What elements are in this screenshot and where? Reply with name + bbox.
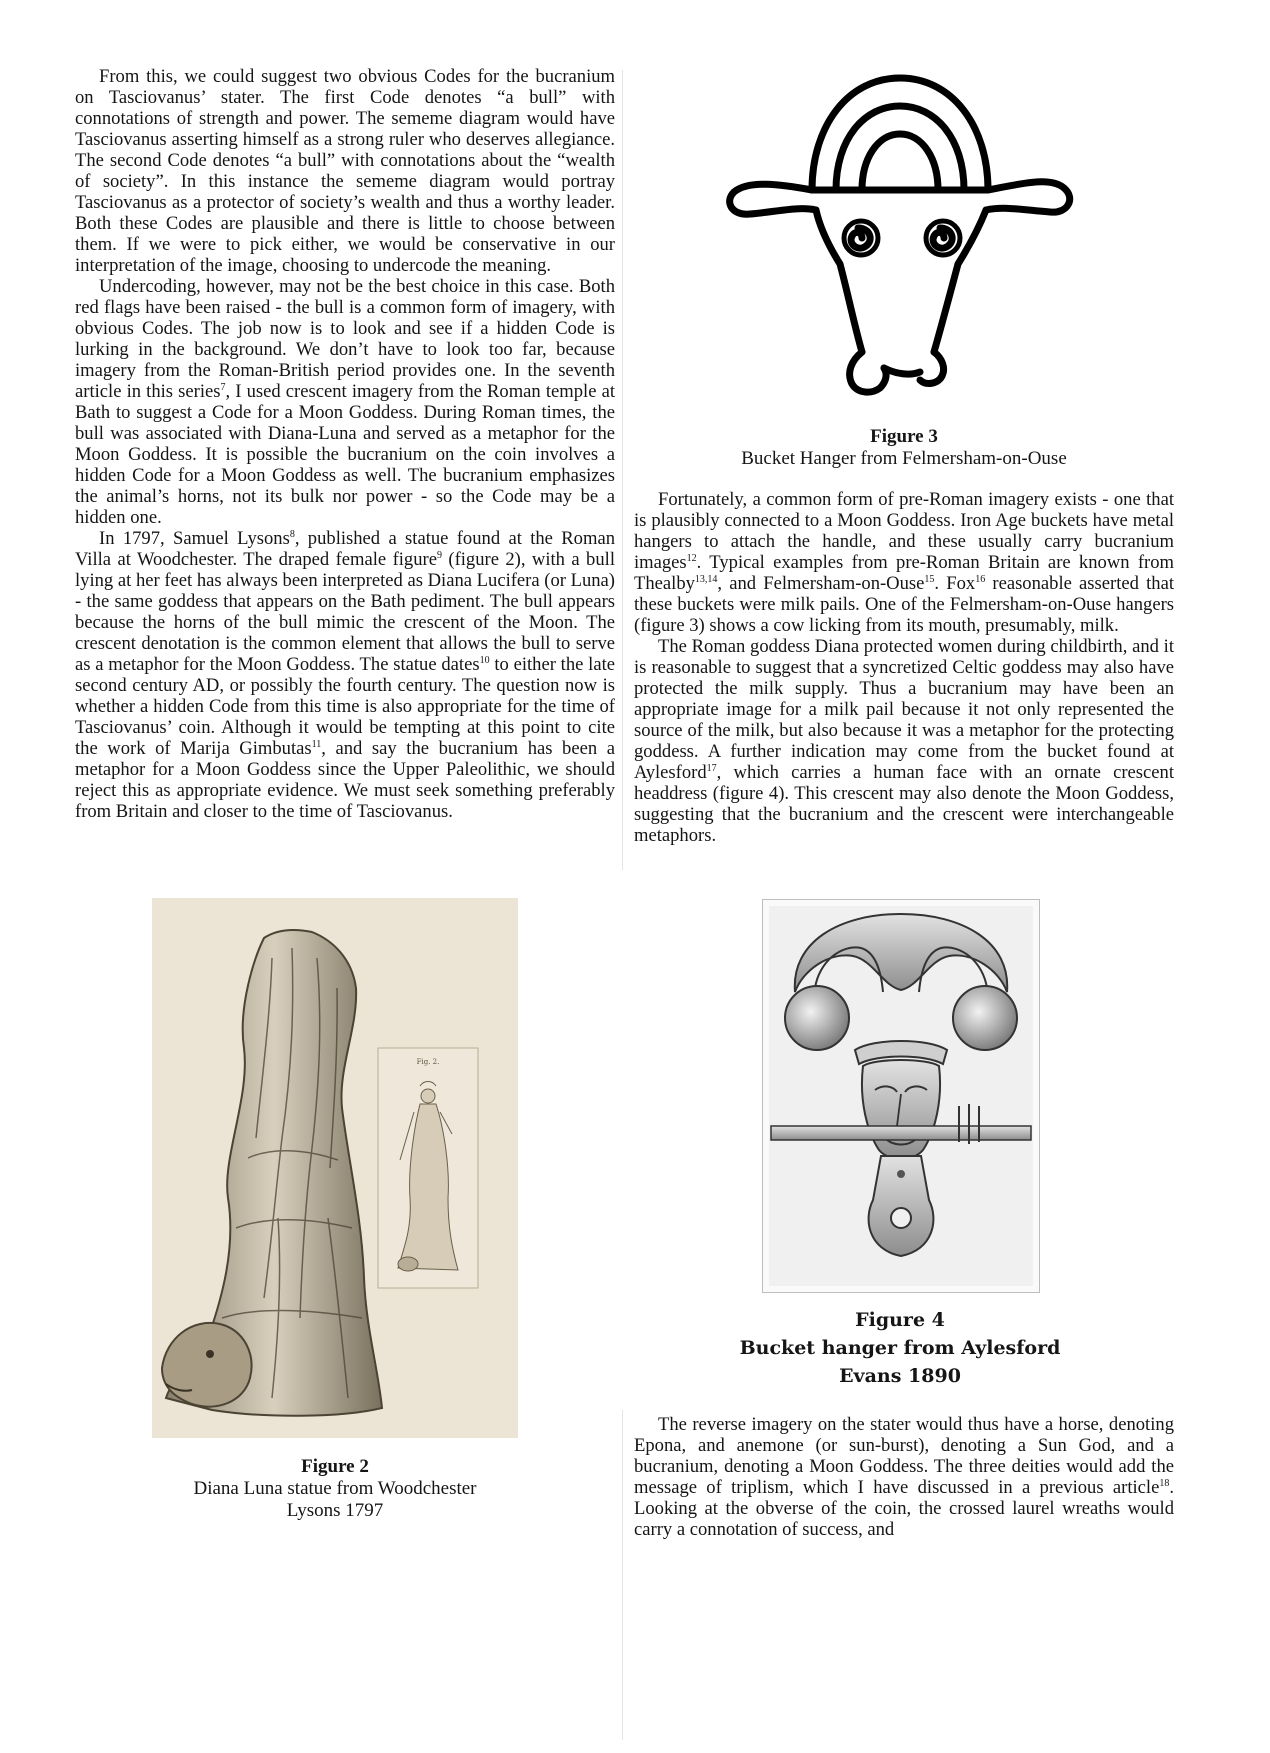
bucket-hanger-illustration bbox=[763, 900, 1039, 1292]
footnote-ref: 11 bbox=[311, 738, 322, 750]
footnote-ref: 15 bbox=[924, 573, 935, 585]
paragraph-text: Fortunately, a common form of pre-Roman imagery exists - one that is plausibly connected to a Moon Goddess. Iron Age buckets have metal hangers to attach the handle, and these usually carry bucranium images bbox=[634, 489, 1174, 573]
bucket-hanger-engraving bbox=[762, 899, 1040, 1293]
bucranium-drawing bbox=[720, 68, 1080, 403]
figure2-caption bbox=[130, 1456, 540, 1522]
paragraph-text: , published a statue found at the Roman Villa at Woodchester. The draped female figure bbox=[75, 528, 615, 570]
right-column-bottom bbox=[634, 1414, 1174, 1540]
footnote-ref: 7 bbox=[220, 381, 226, 393]
figure3-caption bbox=[654, 426, 1154, 470]
left-column bbox=[75, 66, 615, 822]
paragraph-text: , and say the bucranium has been a metaphor for a Moon Goddess since the Upper Paleolithic, we should reject this as appropriate evidence. We must seek something preferably from Britain and closer to the time of Tasciovanus. bbox=[75, 738, 615, 822]
paragraph bbox=[75, 528, 615, 822]
plate-label: Fig. 2. bbox=[416, 1058, 440, 1066]
paragraph-text: (figure 2), with a bull lying at her feet has always been interpreted as Diana Lucifera (or Luna) - the same goddess that appears on the Bath pediment. The bull appears because the horns of the bull mimic the crescent of the Moon. The crescent denotation is the common element that allows the bull to serve as a metaphor for the Moon Goddess. The statue dates bbox=[75, 549, 615, 675]
paragraph-text: The Roman goddess Diana protected women during childbirth, and it is reasonable to suggest that a syncretized Celtic goddess may also have protected the milk supply. Thus a bucranium may have been an appropriate image for a milk pail because it not only represented the source of the milk, but also because it was a metaphor for the protecting goddess. A further indication may come from the bucket found at Aylesford bbox=[634, 636, 1174, 783]
footnote-ref: 10 bbox=[479, 654, 490, 666]
paragraph-text: , I used crescent imagery from the Roman temple at Bath to suggest a Code for a Moon Goddess. During Roman times, the bull was associated with Diana-Luna and served as a metaphor for the Moon Goddess. It is possible the bucranium on the coin involves a hidden Code for a Moon Goddess as well. The bucranium emphasizes the animal’s horns, not its bulk nor power - so the Code may be a hidden one. bbox=[75, 381, 615, 528]
paragraph-text: . Looking at the obverse of the coin, the crossed laurel wreaths would carry a connotation of success, and bbox=[634, 1477, 1174, 1540]
footnote-ref: 8 bbox=[289, 528, 295, 540]
footnote-ref: 12 bbox=[686, 552, 697, 564]
paragraph-text: From this, we could suggest two obvious Codes for the bucranium on Tasciovanus’ stater. The first Code denotes “a bull” with connotations of strength and power. The sememe diagram would have Tasciovanus asserting himself as a strong ruler who deserves allegiance. The second Code denotes “a bull” with connotations about the “wealth of society”. In this instance the sememe diagram would portray Tasciovanus as a protector of society’s wealth and thus a worthy leader. Both these Codes are plausible and there is little to choose between them. If we were to pick either, we would be conservative in our interpretation of the image, choosing to undercode the meaning. bbox=[75, 66, 615, 276]
paragraph-text: . Typical examples from pre-Roman Britain are known from Thealby bbox=[634, 552, 1174, 594]
figure-source: Lysons 1797 bbox=[286, 1500, 384, 1521]
figure-title: Diana Luna statue from Woodchester bbox=[193, 1478, 477, 1499]
paragraph-text: reasonable asserted that these buckets were milk pails. One of the Felmersham-on-Ouse hangers (figure 3) shows a cow licking from its mouth, presumably, milk. bbox=[634, 573, 1175, 636]
statue-illustration bbox=[152, 898, 518, 1438]
footnote-ref: 13,14 bbox=[694, 573, 718, 585]
footnote-ref: 9 bbox=[436, 549, 442, 561]
statue-engraving bbox=[152, 898, 518, 1438]
column-divider bbox=[622, 70, 623, 870]
footnote-ref: 18 bbox=[1159, 1477, 1170, 1489]
paragraph-text: The reverse imagery on the stater would thus have a horse, denoting Epona, and anemone (or sun-burst), denoting a Sun God, and a bucranium, denoting a Moon Goddess. The three deities would add the message of triplism, which I have discussed in a previous article bbox=[634, 1414, 1174, 1498]
paragraph-text: to either the late second century AD, or possibly the fourth century. The question now is whether a hidden Code from this time is also appropriate for the time of Tasciovanus’ coin. Although it would be tempting at this point to cite the work of Marija Gimbutas bbox=[75, 654, 616, 759]
paragraph-text: Undercoding, however, may not be the best choice in this case. Both red flags have been raised - the bull is a common form of imagery, with obvious Codes. The job now is to look and see if a hidden Code is lurking in the background. We don’t have to look too far, because imagery from the Roman-British period provides one. In the seventh article in this series bbox=[75, 276, 615, 402]
paragraph-text: In 1797, Samuel Lysons bbox=[99, 528, 290, 549]
paragraph bbox=[75, 276, 615, 528]
figure-source: Evans 1890 bbox=[839, 1365, 961, 1387]
paragraph bbox=[75, 66, 615, 276]
figure4-caption bbox=[700, 1306, 1100, 1390]
figure-label: Figure 3 bbox=[870, 426, 938, 447]
paragraph bbox=[634, 636, 1174, 846]
figure-label: Figure 4 bbox=[855, 1309, 945, 1331]
paragraph-text: . Fox bbox=[934, 573, 976, 594]
column-divider bbox=[622, 1410, 623, 1740]
paragraph bbox=[634, 1414, 1174, 1540]
figure-title: Bucket Hanger from Felmersham-on-Ouse bbox=[741, 448, 1067, 469]
right-column-top bbox=[634, 489, 1174, 846]
footnote-ref: 16 bbox=[975, 573, 986, 585]
figure-label: Figure 2 bbox=[301, 1456, 369, 1477]
paragraph-text: , which carries a human face with an ornate crescent headdress (figure 4). This crescent may also denote the Moon Goddess, suggesting that the bucranium and the crescent were interchangeable metaphors. bbox=[634, 762, 1174, 846]
paragraph bbox=[634, 489, 1174, 636]
paragraph-text: , and Felmersham-on-Ouse bbox=[717, 573, 925, 594]
footnote-ref: 17 bbox=[706, 762, 717, 774]
figure-title: Bucket hanger from Aylesford bbox=[739, 1337, 1061, 1359]
